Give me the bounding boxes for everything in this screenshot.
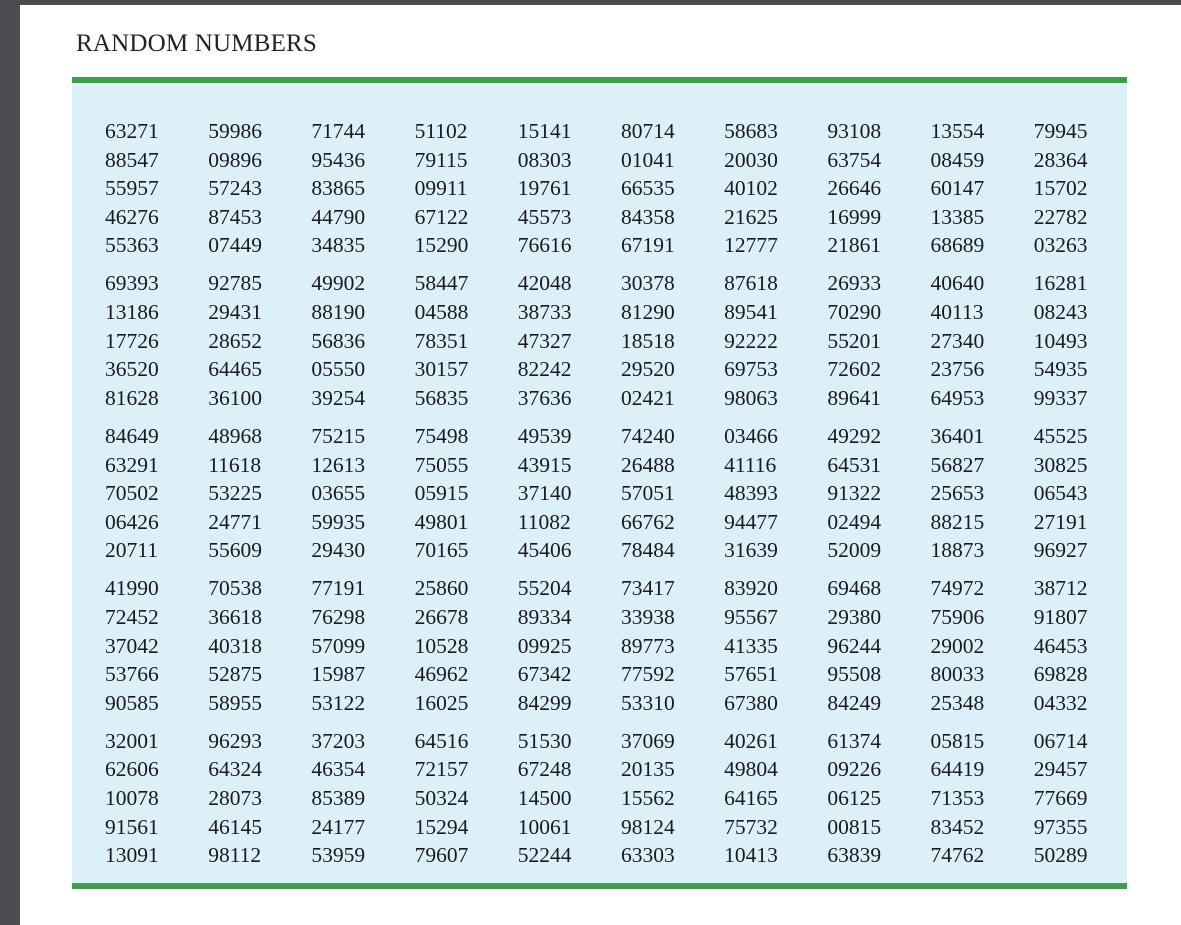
number-cell: 52244 xyxy=(517,843,572,868)
number-cell: 89641 xyxy=(827,385,882,410)
number-cell: 53310 xyxy=(620,690,675,715)
number-cell: 04588 xyxy=(414,300,469,325)
number-cell: 40640 xyxy=(930,271,985,296)
number-cell: 18873 xyxy=(930,538,985,563)
number-cell: 48393 xyxy=(724,481,778,506)
number-cell: 88547 xyxy=(105,147,159,172)
number-cell: 40102 xyxy=(724,176,778,201)
number-cell: 91561 xyxy=(105,814,159,839)
number-cell: 30378 xyxy=(620,271,675,296)
number-cell: 63754 xyxy=(827,147,882,172)
table-row xyxy=(105,355,1095,384)
viewer-top-edge xyxy=(0,0,1181,5)
number-cell: 18518 xyxy=(620,328,675,353)
number-cell: 32001 xyxy=(105,728,159,753)
table-row xyxy=(105,203,1095,232)
viewer-left-edge xyxy=(0,0,20,925)
number-cell: 05815 xyxy=(930,728,985,753)
number-cell: 26488 xyxy=(620,452,675,477)
number-cell: 78484 xyxy=(620,538,675,563)
number-cell: 70290 xyxy=(827,300,882,325)
number-cell: 03263 xyxy=(1033,233,1088,258)
number-cell: 67191 xyxy=(620,233,675,258)
number-cell: 63839 xyxy=(827,843,882,868)
number-cell: 67342 xyxy=(517,662,572,687)
number-cell: 89334 xyxy=(517,605,572,629)
number-cell: 01041 xyxy=(620,147,675,172)
number-cell: 14500 xyxy=(517,786,572,811)
number-cell: 41335 xyxy=(724,633,778,658)
number-cell: 21861 xyxy=(827,233,882,258)
number-cell: 84358 xyxy=(620,204,675,229)
number-cell: 36618 xyxy=(208,605,262,629)
number-cell: 37203 xyxy=(311,728,366,753)
number-cell: 78351 xyxy=(414,328,469,353)
number-cell: 53122 xyxy=(311,690,366,715)
number-cell: 58955 xyxy=(208,690,262,715)
number-cell: 63271 xyxy=(105,119,159,143)
number-cell: 66762 xyxy=(620,509,675,534)
number-cell: 27191 xyxy=(1033,509,1088,534)
number-cell: 28652 xyxy=(208,328,262,353)
number-cell: 98112 xyxy=(208,843,262,868)
number-cell: 37140 xyxy=(517,481,572,506)
number-cell: 17726 xyxy=(105,328,159,353)
number-cell: 02421 xyxy=(620,385,675,410)
number-cell: 73417 xyxy=(620,576,675,601)
number-cell: 77669 xyxy=(1033,786,1088,811)
number-cell: 45406 xyxy=(517,538,572,563)
number-cell: 68689 xyxy=(930,233,985,258)
number-cell: 09911 xyxy=(414,176,468,201)
number-cell: 55204 xyxy=(517,576,572,601)
number-cell: 75215 xyxy=(311,423,366,448)
number-cell: 79115 xyxy=(414,147,468,172)
number-cell: 81290 xyxy=(620,300,675,325)
number-cell: 54935 xyxy=(1033,357,1088,382)
number-cell: 25653 xyxy=(930,481,985,506)
number-cell: 72452 xyxy=(105,605,159,629)
number-cell: 74762 xyxy=(930,843,985,868)
number-cell: 83920 xyxy=(724,576,778,601)
number-cell: 05915 xyxy=(414,481,469,506)
number-cell: 26933 xyxy=(827,271,882,296)
number-cell: 08459 xyxy=(930,147,985,172)
number-cell: 60147 xyxy=(930,176,985,201)
number-block xyxy=(105,269,1095,412)
table-row xyxy=(105,327,1095,356)
number-cell: 04332 xyxy=(1033,690,1088,715)
number-cell: 29431 xyxy=(208,300,262,325)
number-cell: 96244 xyxy=(827,633,882,658)
number-cell: 34835 xyxy=(311,233,366,258)
number-cell: 62606 xyxy=(105,757,159,782)
number-cell: 49902 xyxy=(311,271,366,296)
number-cell: 50289 xyxy=(1033,843,1088,868)
number-cell: 75498 xyxy=(414,423,469,448)
number-cell: 46276 xyxy=(105,204,159,229)
number-cell: 37042 xyxy=(105,633,159,658)
number-cell: 37069 xyxy=(620,728,675,753)
number-cell: 26678 xyxy=(414,605,469,629)
number-cell: 45525 xyxy=(1033,423,1088,448)
number-cell: 77592 xyxy=(620,662,675,687)
number-cell: 82242 xyxy=(517,357,572,382)
number-cell: 55957 xyxy=(105,176,159,201)
table-row xyxy=(105,536,1095,565)
number-cell: 69468 xyxy=(827,576,882,601)
number-block xyxy=(105,727,1095,870)
number-cell: 75906 xyxy=(930,605,985,629)
number-cell: 64465 xyxy=(208,357,262,382)
number-cell: 79945 xyxy=(1033,119,1088,143)
number-cell: 36100 xyxy=(208,385,262,410)
number-cell: 84299 xyxy=(517,690,572,715)
number-cell: 80714 xyxy=(620,119,675,143)
number-cell: 25348 xyxy=(930,690,985,715)
number-cell: 47327 xyxy=(517,328,572,353)
number-block xyxy=(105,574,1095,717)
number-cell: 43915 xyxy=(517,452,572,477)
number-cell: 46145 xyxy=(208,814,262,839)
number-cell: 28073 xyxy=(208,786,262,811)
number-cell: 15987 xyxy=(311,662,366,687)
number-cell: 96927 xyxy=(1033,538,1088,563)
number-cell: 81628 xyxy=(105,385,159,410)
number-cell: 57243 xyxy=(208,176,262,201)
number-cell: 49292 xyxy=(827,423,882,448)
number-cell: 29520 xyxy=(620,357,675,382)
number-cell: 15294 xyxy=(414,814,469,839)
number-cell: 20030 xyxy=(724,147,778,172)
number-cell: 55363 xyxy=(105,233,159,258)
number-cell: 85389 xyxy=(311,786,366,811)
number-cell: 56836 xyxy=(311,328,366,353)
number-cell: 83865 xyxy=(311,176,366,201)
table-row xyxy=(105,784,1095,813)
number-cell: 53766 xyxy=(105,662,159,687)
number-cell: 48968 xyxy=(208,423,262,448)
number-cell: 64531 xyxy=(827,452,882,477)
number-cell: 12777 xyxy=(724,233,778,258)
number-cell: 76616 xyxy=(517,233,572,258)
number-cell: 91807 xyxy=(1033,605,1088,629)
number-cell: 95436 xyxy=(311,147,366,172)
random-numbers-table xyxy=(105,117,1095,879)
number-cell: 24177 xyxy=(311,814,366,839)
number-cell: 75055 xyxy=(414,452,469,477)
number-cell: 71353 xyxy=(930,786,985,811)
number-cell: 50324 xyxy=(414,786,469,811)
number-cell: 09226 xyxy=(827,757,882,782)
number-cell: 24771 xyxy=(208,509,262,534)
number-cell: 63303 xyxy=(620,843,675,868)
number-cell: 88215 xyxy=(930,509,985,534)
table-row xyxy=(105,508,1095,537)
number-cell: 06543 xyxy=(1033,481,1088,506)
number-cell: 06426 xyxy=(105,509,159,534)
number-cell: 72602 xyxy=(827,357,882,382)
number-cell: 13385 xyxy=(930,204,985,229)
number-cell: 46453 xyxy=(1033,633,1088,658)
number-cell: 58683 xyxy=(724,119,778,143)
number-cell: 52009 xyxy=(827,538,882,563)
number-cell: 83452 xyxy=(930,814,985,839)
number-cell: 19761 xyxy=(517,176,572,201)
number-cell: 22782 xyxy=(1033,204,1088,229)
number-cell: 20711 xyxy=(105,538,158,563)
number-cell: 10061 xyxy=(517,814,572,839)
table-row xyxy=(105,422,1095,451)
number-cell: 13091 xyxy=(105,843,159,868)
number-cell: 71744 xyxy=(311,119,366,143)
number-cell: 15141 xyxy=(517,119,572,143)
table-row xyxy=(105,727,1095,756)
number-cell: 27340 xyxy=(930,328,985,353)
number-cell: 70538 xyxy=(208,576,262,601)
number-cell: 94477 xyxy=(724,509,778,534)
number-cell: 09925 xyxy=(517,633,572,658)
number-cell: 89773 xyxy=(620,633,675,658)
number-cell: 87453 xyxy=(208,204,262,229)
number-cell: 29457 xyxy=(1033,757,1088,782)
number-cell: 29380 xyxy=(827,605,882,629)
table-row xyxy=(105,632,1095,661)
number-cell: 36520 xyxy=(105,357,159,382)
number-cell: 64419 xyxy=(930,757,985,782)
number-cell: 09896 xyxy=(208,147,262,172)
number-cell: 10528 xyxy=(414,633,469,658)
number-cell: 52875 xyxy=(208,662,262,687)
table-row xyxy=(105,479,1095,508)
number-cell: 95508 xyxy=(827,662,882,687)
number-cell: 29430 xyxy=(311,538,366,563)
number-cell: 15290 xyxy=(414,233,469,258)
number-cell: 69393 xyxy=(105,271,159,296)
number-cell: 74240 xyxy=(620,423,675,448)
number-cell: 28364 xyxy=(1033,147,1088,172)
number-cell: 37636 xyxy=(517,385,572,410)
number-cell: 63291 xyxy=(105,452,159,477)
number-cell: 40113 xyxy=(930,300,984,325)
number-cell: 49804 xyxy=(724,757,778,782)
number-block xyxy=(105,117,1095,260)
number-cell: 59986 xyxy=(208,119,262,143)
number-cell: 13186 xyxy=(105,300,159,325)
number-cell: 72157 xyxy=(414,757,469,782)
number-cell: 08243 xyxy=(1033,300,1088,325)
number-cell: 92785 xyxy=(208,271,262,296)
number-cell: 41990 xyxy=(105,576,159,601)
table-row xyxy=(105,146,1095,175)
table-row xyxy=(105,269,1095,298)
number-cell: 74972 xyxy=(930,576,985,601)
table-row xyxy=(105,660,1095,689)
number-cell: 07449 xyxy=(208,233,262,258)
number-cell: 15562 xyxy=(620,786,675,811)
number-cell: 25860 xyxy=(414,576,469,601)
table-row xyxy=(105,231,1095,260)
number-cell: 10413 xyxy=(724,843,778,868)
number-cell: 40261 xyxy=(724,728,778,753)
number-cell: 93108 xyxy=(827,119,882,143)
table-row xyxy=(105,117,1095,146)
number-cell: 98063 xyxy=(724,385,778,410)
table-row xyxy=(105,603,1095,632)
table-row xyxy=(105,384,1095,413)
number-cell: 77191 xyxy=(311,576,366,601)
number-cell: 42048 xyxy=(517,271,572,296)
number-cell: 40318 xyxy=(208,633,262,658)
number-cell: 08303 xyxy=(517,147,572,172)
number-cell: 13554 xyxy=(930,119,985,143)
number-cell: 91322 xyxy=(827,481,882,506)
number-cell: 97355 xyxy=(1033,814,1088,839)
number-cell: 84649 xyxy=(105,423,159,448)
number-cell: 57051 xyxy=(620,481,675,506)
number-cell: 76298 xyxy=(311,605,366,629)
number-cell: 06125 xyxy=(827,786,882,811)
number-cell: 79607 xyxy=(414,843,469,868)
number-cell: 56827 xyxy=(930,452,985,477)
number-cell: 99337 xyxy=(1033,385,1088,410)
number-cell: 11082 xyxy=(517,509,571,534)
number-cell: 16999 xyxy=(827,204,882,229)
number-cell: 31639 xyxy=(724,538,778,563)
number-cell: 64324 xyxy=(208,757,262,782)
number-cell: 39254 xyxy=(311,385,366,410)
number-cell: 51530 xyxy=(517,728,572,753)
number-cell: 89541 xyxy=(724,300,778,325)
number-cell: 06714 xyxy=(1033,728,1088,753)
number-cell: 64165 xyxy=(724,786,778,811)
number-cell: 66535 xyxy=(620,176,675,201)
number-cell: 53959 xyxy=(311,843,366,868)
number-cell: 70502 xyxy=(105,481,159,506)
number-cell: 53225 xyxy=(208,481,262,506)
number-cell: 49801 xyxy=(414,509,469,534)
number-cell: 96293 xyxy=(208,728,262,753)
number-cell: 03655 xyxy=(311,481,366,506)
number-cell: 33938 xyxy=(620,605,675,629)
table-row xyxy=(105,174,1095,203)
number-cell: 21625 xyxy=(724,204,778,229)
number-cell: 58447 xyxy=(414,271,469,296)
number-cell: 38733 xyxy=(517,300,572,325)
number-cell: 67248 xyxy=(517,757,572,782)
number-cell: 05550 xyxy=(311,357,366,382)
number-cell: 87618 xyxy=(724,271,778,296)
number-cell: 11618 xyxy=(208,452,262,477)
number-cell: 20135 xyxy=(620,757,675,782)
number-cell: 29002 xyxy=(930,633,985,658)
number-cell: 16025 xyxy=(414,690,469,715)
number-cell: 95567 xyxy=(724,605,778,629)
number-cell: 92222 xyxy=(724,328,778,353)
page-title: RANDOM NUMBERS xyxy=(76,30,318,57)
number-cell: 55201 xyxy=(827,328,882,353)
number-cell: 88190 xyxy=(311,300,366,325)
number-cell: 64953 xyxy=(930,385,985,410)
number-cell: 56835 xyxy=(414,385,469,410)
number-cell: 57651 xyxy=(724,662,778,687)
number-cell: 30157 xyxy=(414,357,469,382)
number-cell: 69753 xyxy=(724,357,778,382)
number-cell: 26646 xyxy=(827,176,882,201)
number-cell: 67380 xyxy=(724,690,778,715)
number-block xyxy=(105,422,1095,565)
number-cell: 49539 xyxy=(517,423,572,448)
number-cell: 64516 xyxy=(414,728,469,753)
table-row xyxy=(105,451,1095,480)
number-cell: 46354 xyxy=(311,757,366,782)
number-cell: 12613 xyxy=(311,452,366,477)
number-cell: 45573 xyxy=(517,204,572,229)
number-cell: 15702 xyxy=(1033,176,1088,201)
number-cell: 46962 xyxy=(414,662,469,687)
number-cell: 61374 xyxy=(827,728,882,753)
random-numbers-panel xyxy=(72,77,1127,889)
number-cell: 70165 xyxy=(414,538,469,563)
number-cell: 00815 xyxy=(827,814,882,839)
number-cell: 69828 xyxy=(1033,662,1088,687)
table-row xyxy=(105,813,1095,842)
table-row xyxy=(105,689,1095,718)
number-cell: 03466 xyxy=(724,423,778,448)
table-row xyxy=(105,574,1095,603)
table-row xyxy=(105,755,1095,784)
number-cell: 23756 xyxy=(930,357,985,382)
number-cell: 59935 xyxy=(311,509,366,534)
table-row xyxy=(105,298,1095,327)
number-cell: 98124 xyxy=(620,814,675,839)
table-row xyxy=(105,841,1095,870)
number-cell: 36401 xyxy=(930,423,985,448)
number-cell: 02494 xyxy=(827,509,882,534)
number-cell: 10493 xyxy=(1033,328,1088,353)
number-cell: 51102 xyxy=(414,119,468,143)
number-cell: 80033 xyxy=(930,662,985,687)
number-cell: 41116 xyxy=(724,452,777,477)
number-cell: 84249 xyxy=(827,690,882,715)
number-cell: 30825 xyxy=(1033,452,1088,477)
number-cell: 75732 xyxy=(724,814,778,839)
number-cell: 44790 xyxy=(311,204,366,229)
number-cell: 90585 xyxy=(105,690,159,715)
number-cell: 10078 xyxy=(105,786,159,811)
number-cell: 67122 xyxy=(414,204,469,229)
number-cell: 57099 xyxy=(311,633,366,658)
number-cell: 55609 xyxy=(208,538,262,563)
number-cell: 38712 xyxy=(1033,576,1088,601)
number-cell: 16281 xyxy=(1033,271,1088,296)
